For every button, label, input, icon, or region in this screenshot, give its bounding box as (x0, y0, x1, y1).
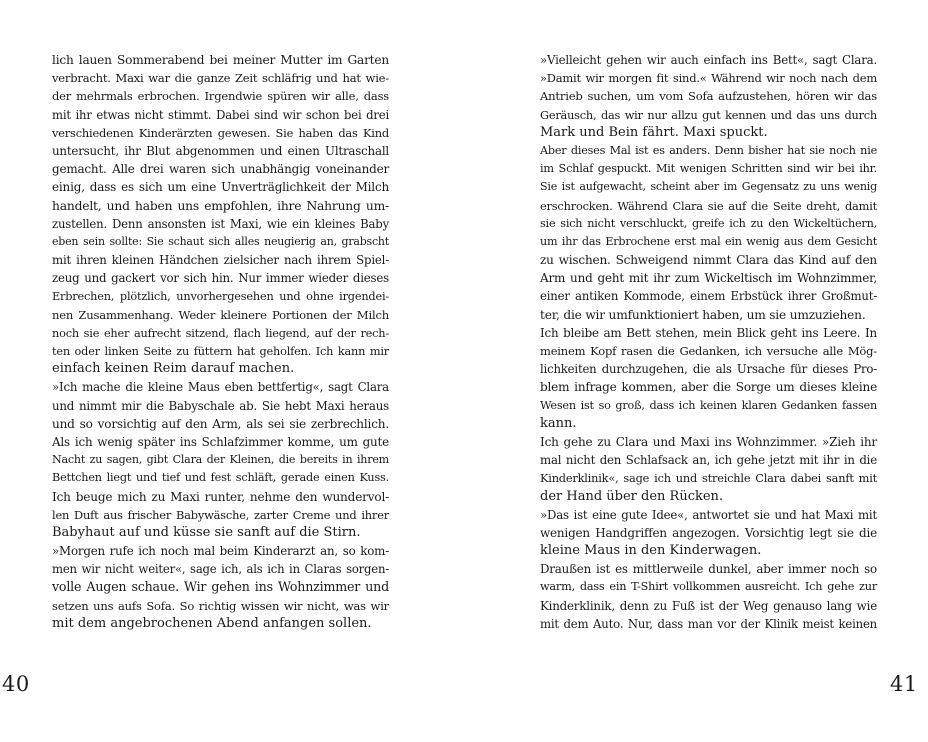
text-line: Kinderklinik«, sage ich und streichle Clara dabei sanft mit (540, 471, 877, 486)
text-line: setzen uns aufs Sofa. So richtig wissen wir nicht, was wir (52, 598, 389, 613)
text-line: sie sich nicht verschluckt, greife ich zu den Wickeltüchern, (540, 216, 877, 230)
text-line: im Schlaf gespuckt. Mit wenigen Schritten sind wir bei ihr. (540, 162, 877, 176)
text-line: Ich bleibe am Bett stehen, mein Blick geht ins Leere. In (540, 325, 877, 340)
text-line: handelt, und haben uns empfohlen, ihre Nahrung um- (52, 198, 389, 213)
text-line: zustellen. Denn ansonsten ist Maxi, wie ein kleines Baby (52, 216, 389, 231)
text-line: mit dem angebrochenen Abend anfangen sollen. (52, 615, 372, 631)
text-line: men wir nicht weiter«, sage ich, als ich in Claras sorgen- (52, 562, 389, 577)
text-line: »Vielleicht gehen wir auch einfach ins Bett«, sagt Clara. (540, 53, 877, 67)
right-page-number: 41 (890, 672, 918, 696)
text-line: lich lauen Sommerabend bei meiner Mutter im Garten (52, 53, 389, 67)
text-line: Mark und Bein fährt. Maxi spuckt. (540, 124, 768, 140)
text-line: eben sein sollte: Sie schaut sich alles neugierig an, grabscht (52, 234, 389, 248)
left-page-text (52, 51, 389, 633)
text-line: »Ich mache die kleine Maus eben bettfertig«, sagt Clara (52, 380, 389, 395)
text-line: »Damit wir morgen fit sind.« Während wir noch nach dem (540, 71, 877, 86)
text-line: einer antiken Kommode, einem Erbstück ihrer Großmut- (540, 289, 877, 304)
text-line: mit ihren kleinen Händchen zielsicher nach ihrem Spiel- (52, 253, 389, 268)
text-line: kann. (540, 415, 577, 431)
text-line: kleine Maus in den Kinderwagen. (540, 543, 762, 559)
text-line: mit dem Auto. Nur, dass man vor der Klinik meist keinen (540, 616, 877, 631)
text-line: Kinderklinik, denn zu Fuß ist der Weg genauso lang wie (540, 598, 877, 613)
text-line: Sie ist aufgewacht, scheint aber im Gegensatz zu uns wenig (540, 180, 877, 194)
text-line: untersucht, ihr Blut abgenommen und einen Ultraschall (52, 143, 389, 158)
text-line: volle Augen schaue. Wir gehen ins Wohnzimmer und (52, 579, 389, 595)
text-line: Wesen ist so groß, dass ich keinen klaren Gedanken fassen (540, 398, 877, 412)
text-line: ten oder linken Seite zu füttern hat geholfen. Ich kann mir (52, 344, 389, 358)
text-line: nen Zusammenhang. Weder kleinere Portionen der Milch (52, 307, 389, 322)
text-line: Babyhaut auf und küsse sie sanft auf die Stirn. (52, 524, 361, 540)
text-line: ter, die wir umfunktioniert haben, um sie umzuziehen. (540, 307, 866, 322)
text-line: und nimmt mir die Babyschale ab. Sie hebt Maxi heraus (52, 398, 389, 413)
text-line: Ich beuge mich zu Maxi runter, nehme den wundervol- (52, 489, 389, 504)
text-line: blem infrage kommen, aber die Sorge um dieses kleine (540, 380, 877, 395)
text-line: verschiedenen Kinderärzten gewesen. Sie haben das Kind (52, 125, 389, 140)
text-line: verbracht. Maxi war die ganze Zeit schläfrig und hat wie- (52, 71, 389, 86)
text-line: mal nicht den Schlafsack an, ich gehe jetzt mit ihr in die (540, 453, 877, 468)
text-line: zeug und gackert vor sich hin. Nur immer wieder dieses (52, 271, 389, 286)
text-line: »Morgen rufe ich noch mal beim Kinderarzt an, so kom- (52, 544, 389, 559)
text-line: Aber dieses Mal ist es anders. Denn bisher hat sie noch nie (540, 143, 877, 157)
text-line: zu wischen. Schweigend nimmt Clara das Kind auf den (540, 253, 877, 268)
text-line: Bettchen liegt und tief und fest schläft, gerade einen Kuss. (52, 471, 389, 485)
text-line: lichkeiten durchzugehen, die als Ursache für dieses Pro- (540, 362, 877, 377)
text-line: einfach keinen Reim darauf machen. (52, 361, 295, 377)
text-line: Antrieb suchen, um vom Sofa aufzustehen, hören wir das (540, 89, 877, 104)
text-line: der Hand über den Rücken. (540, 488, 724, 504)
text-line: gemacht. Alle drei waren sich unabhängig voneinander (52, 162, 389, 177)
text-line: Als ich wenig später ins Schlafzimmer komme, um gute (52, 434, 389, 449)
text-line: wenigen Handgriffen angezogen. Vorsichtig legt sie die (540, 525, 877, 540)
text-line: der mehrmals erbrochen. Irgendwie spüren wir alle, dass (52, 89, 389, 104)
text-line: Ich gehe zu Clara und Maxi ins Wohnzimmer. »Zieh ihr (540, 434, 877, 449)
text-line: um ihr das Erbrochene erst mal ein wenig aus dem Gesicht (540, 234, 877, 248)
text-line: mit ihr etwas nicht stimmt. Dabei sind wir schon bei drei (52, 107, 389, 122)
text-line: und so vorsichtig auf den Arm, als sei sie zerbrechlich. (52, 416, 389, 431)
text-line: len Duft aus frischer Babywäsche, zarter Creme und ihrer (52, 507, 389, 522)
text-line: Erbrechen, plötzlich, unvorhergesehen und ohne irgendei- (52, 289, 389, 304)
text-line: noch sie eher aufrecht sitzend, flach liegend, auf der rech- (52, 325, 389, 340)
right-page-text (540, 51, 877, 633)
text-line: warm, dass ein T-Shirt vollkommen ausreicht. Ich gehe zur (540, 580, 877, 594)
text-line: Arm und geht mit ihr zum Wickeltisch im Wohnzimmer, (540, 271, 877, 286)
text-line: Nacht zu sagen, gibt Clara der Kleinen, die bereits in ihrem (52, 453, 389, 467)
text-line: »Das ist eine gute Idee«, antwortet sie und hat Maxi mit (540, 507, 877, 522)
text-line: einig, dass es sich um eine Unverträglichkeit der Milch (52, 180, 389, 195)
text-line: erschrocken. Während Clara sie auf die Seite dreht, damit (540, 198, 877, 213)
text-line: meinem Kopf rasen die Gedanken, ich versuche alle Mög- (540, 344, 877, 358)
left-page-number: 40 (2, 672, 30, 696)
text-line: Draußen ist es mittlerweile dunkel, aber immer noch so (540, 562, 877, 577)
text-line: Geräusch, das wir nur allzu gut kennen und das uns durch (540, 107, 877, 122)
